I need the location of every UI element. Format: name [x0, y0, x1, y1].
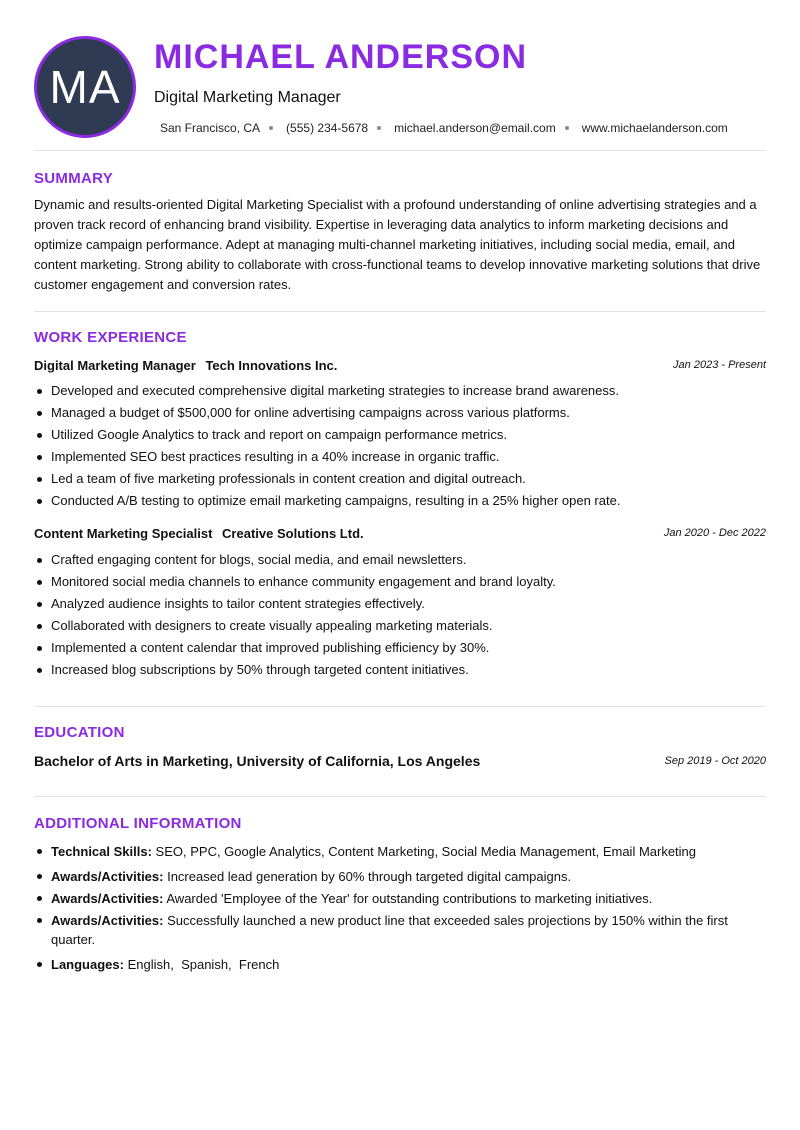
- list-item: [34, 911, 769, 949]
- education-heading: EDUCATION: [34, 724, 125, 741]
- bullet-icon: [37, 477, 42, 482]
- bullet-text: Increased blog subscriptions by 50% through targeted content initiatives.: [51, 662, 469, 677]
- job-bullets: [34, 551, 769, 683]
- separator-dot-icon: [377, 126, 381, 130]
- list-item: [34, 889, 769, 908]
- info-text: Increased lead generation by 60% through targeted digital campaigns.: [167, 869, 572, 884]
- job-header: [34, 526, 766, 541]
- info-label: Technical Skills:: [51, 844, 152, 859]
- contact-location: San Francisco, CA: [160, 121, 261, 135]
- list-item: [34, 595, 769, 617]
- candidate-name: MICHAEL ANDERSON: [154, 38, 528, 76]
- info-text: English, Spanish, French: [127, 957, 280, 972]
- bullet-text: Led a team of five marketing professionals in content creation and digital outreach.: [51, 471, 526, 486]
- bullet-icon: [37, 896, 42, 901]
- bullet-icon: [37, 433, 42, 438]
- bullet-text: Conducted A/B testing to optimize email marketing campaigns, resulting in a 25% higher open rate.: [51, 493, 621, 508]
- avatar: [34, 36, 136, 138]
- list-item: [34, 426, 769, 448]
- info-label: Awards/Activities:: [51, 891, 164, 906]
- education-degree: Bachelor of Arts in Marketing, University of California, Los Angeles: [34, 753, 481, 769]
- info-text: Awarded 'Employee of the Year' for outstanding contributions to marketing initiatives.: [166, 891, 653, 906]
- candidate-role: Digital Marketing Manager: [154, 89, 341, 106]
- bullet-text: Implemented a content calendar that improved publishing efficiency by 30%.: [51, 640, 490, 655]
- additional-list: [34, 842, 769, 974]
- summary-heading: SUMMARY: [34, 170, 114, 187]
- bullet-text: Managed a budget of $500,000 for online advertising campaigns across various platforms.: [51, 405, 570, 420]
- job-company: Tech Innovations Inc.: [205, 358, 338, 373]
- contact-phone[interactable]: (555) 234-5678: [286, 121, 369, 135]
- contact-website[interactable]: www.michaelanderson.com: [581, 121, 728, 135]
- bullet-text: Collaborated with designers to create visually appealing marketing materials.: [51, 618, 493, 633]
- list-item: [34, 617, 769, 639]
- bullet-icon: [37, 668, 42, 673]
- additional-heading: ADDITIONAL INFORMATION: [34, 815, 242, 832]
- education-entry: [34, 753, 766, 769]
- bullet-icon: [37, 962, 42, 967]
- list-item: [34, 492, 769, 514]
- bullet-icon: [37, 455, 42, 460]
- info-label: Languages:: [51, 957, 124, 972]
- job-date: Jan 2020 - Dec 2022: [663, 527, 766, 539]
- list-item: [34, 842, 769, 861]
- bullet-icon: [37, 558, 42, 563]
- bullet-icon: [37, 389, 42, 394]
- list-item: [34, 382, 769, 404]
- list-item: [34, 639, 769, 661]
- info-label: Awards/Activities:: [51, 869, 164, 884]
- section-divider: [34, 150, 766, 151]
- bullet-icon: [37, 580, 42, 585]
- job-header: [34, 358, 766, 373]
- section-divider: [34, 311, 766, 312]
- info-text: Successfully launched a new product line that exceeded sales projections by 150% within the first quarter.: [51, 913, 728, 947]
- job-title: Digital Marketing Manager: [34, 358, 196, 373]
- bullet-icon: [37, 602, 42, 607]
- avatar-initials: MA: [49, 61, 121, 113]
- list-item: [34, 955, 769, 974]
- bullet-text: Utilized Google Analytics to track and report on campaign performance metrics.: [51, 427, 507, 442]
- education-date: Sep 2019 - Oct 2020: [664, 755, 766, 767]
- bullet-text: Crafted engaging content for blogs, social media, and email newsletters.: [51, 552, 467, 567]
- bullet-icon: [37, 918, 42, 923]
- info-label: Awards/Activities:: [51, 913, 164, 928]
- bullet-text: Implemented SEO best practices resulting in a 40% increase in organic traffic.: [51, 449, 500, 464]
- list-item: [34, 551, 769, 573]
- list-item: [34, 867, 769, 886]
- separator-dot-icon: [565, 126, 569, 130]
- list-item: [34, 404, 769, 426]
- job-bullets: [34, 382, 769, 514]
- bullet-text: Monitored social media channels to enhance community engagement and brand loyalty.: [51, 574, 556, 589]
- list-item: [34, 573, 769, 595]
- contact-bar: [160, 121, 728, 135]
- bullet-text: Developed and executed comprehensive digital marketing strategies to increase brand awareness.: [51, 383, 619, 398]
- section-divider: [34, 796, 766, 797]
- job-title: Content Marketing Specialist: [34, 526, 213, 541]
- separator-dot-icon: [269, 126, 273, 130]
- bullet-text: Analyzed audience insights to tailor content strategies effectively.: [51, 596, 425, 611]
- info-text: SEO, PPC, Google Analytics, Content Marketing, Social Media Management, Email Marketing: [155, 844, 697, 859]
- bullet-icon: [37, 499, 42, 504]
- bullet-icon: [37, 646, 42, 651]
- list-item: [34, 470, 769, 492]
- bullet-icon: [37, 624, 42, 629]
- contact-email[interactable]: michael.anderson@email.com: [394, 121, 556, 135]
- bullet-icon: [37, 411, 42, 416]
- summary-text: Dynamic and results-oriented Digital Marketing Specialist with a profound understanding of online advertising strategies and a proven track record of enhancing brand visibility. Expertise in leveraging data analytics to inform marketing decisions and optimize campaign performance. Adept at managing multi-channel marketing initiatives, including social media, email, and content marketing. Strong ability to collaborate with cross-functional teams to develop innovative marketing solutions that drive customer engagement and conversion rates.: [34, 197, 761, 292]
- bullet-icon: [37, 849, 42, 854]
- job-company: Creative Solutions Ltd.: [222, 526, 364, 541]
- experience-heading: WORK EXPERIENCE: [34, 329, 187, 346]
- job-date: Jan 2023 - Present: [673, 359, 766, 371]
- section-divider: [34, 706, 766, 707]
- bullet-icon: [37, 874, 42, 879]
- list-item: [34, 448, 769, 470]
- list-item: [34, 661, 769, 683]
